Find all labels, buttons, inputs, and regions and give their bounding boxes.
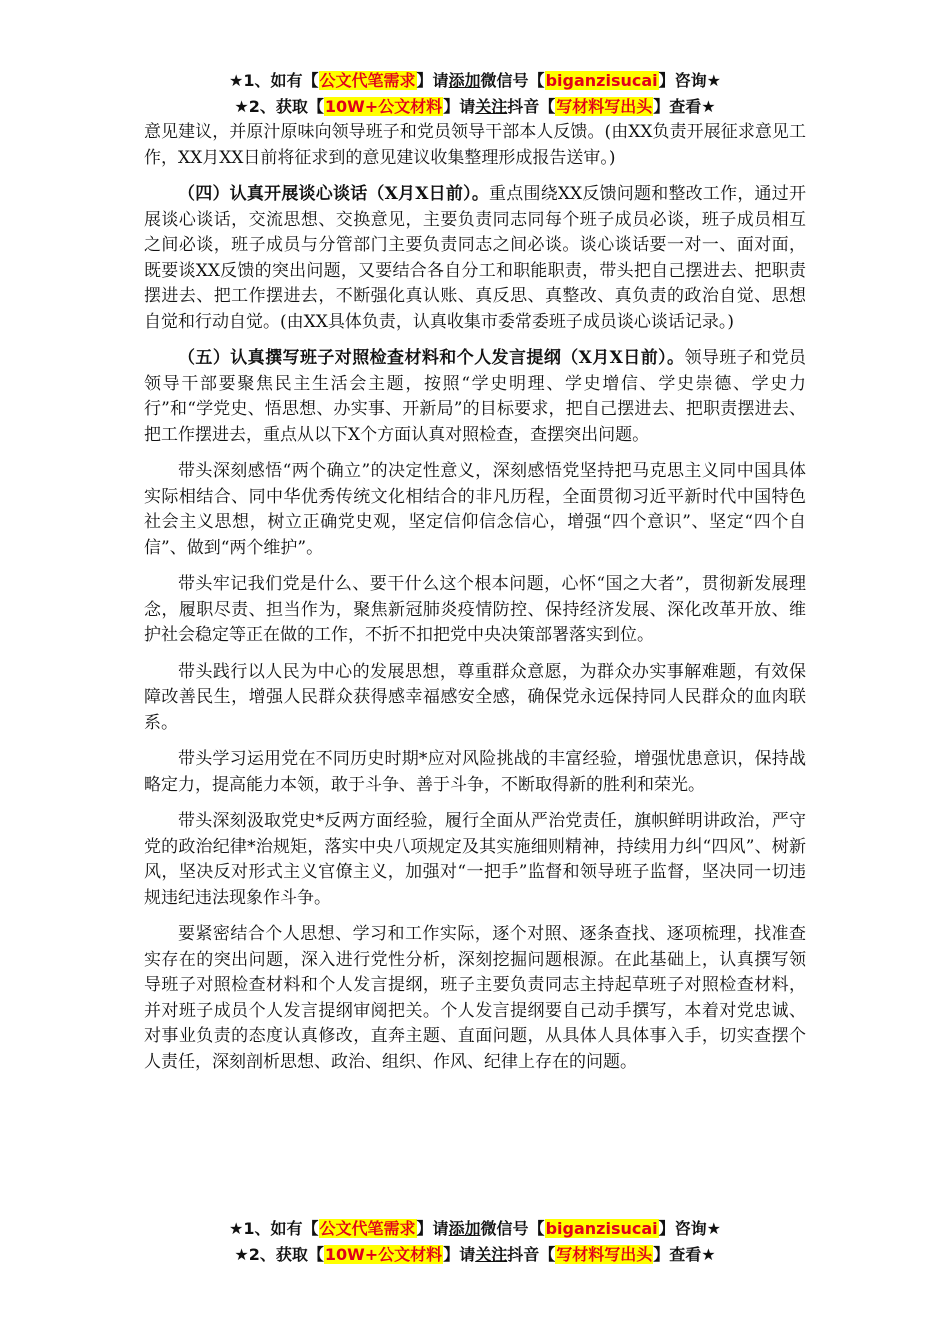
banner-text: 】查看★ <box>653 97 716 116</box>
banner-text: 】咨询★ <box>658 71 721 90</box>
paragraph <box>144 459 806 561</box>
banner-text: 】咨询★ <box>658 1219 721 1238</box>
highlight-text: biganzisucai <box>545 1219 658 1238</box>
highlight-text: 写材料写出头 <box>556 1245 653 1264</box>
highlight-text: 公文代笔需求 <box>319 1219 416 1238</box>
paragraph-text: 带头牢记我们党是什么、要干什么这个根本问题，心怀“国之大者”，贯彻新发展理念，履职尽责、担当作为，聚焦新冠肺炎疫情防控、保持经济发展、深化改革开放、维护社会稳定等正在做的工作，不折不扣把党中央决策部署落实到位。 <box>144 574 806 645</box>
banner-text: 微信号【 <box>480 1219 545 1238</box>
paragraph-text: 重点围绕XX反馈问题和整改工作，通过开展谈心谈话，交流思想、交换意见，主要负责同志同每个班子成员必谈，班子成员相互之间必谈，班子成员与分管部门主要负责同志之间必谈。谈心谈话要一对一、面对面，既要谈XX反馈的突出问题，又要结合各自分工和职能职责，带头把自己摆进去、把职责摆进去、把工作摆进去，不断强化真认账、真反思、真整改、真负责的政治自觉、思想自觉和行动自觉。(由XX具体负责，认真收集市委常委班子成员谈心谈话记录。) <box>144 184 806 332</box>
paragraph <box>144 346 806 448</box>
banner-text: 】查看★ <box>653 1245 716 1264</box>
paragraph <box>144 809 806 911</box>
bottom-banner <box>0 1216 950 1268</box>
banner-line-1 <box>0 1216 950 1242</box>
paragraph-heading: （四）认真开展谈心谈话（X月X日前）。 <box>178 184 490 204</box>
underlined-text: 添加 <box>448 1219 481 1238</box>
paragraph-text: 带头深刻汲取党史*反两方面经验，履行全面从严治党责任，旗帜鲜明讲政治，严守党的政治纪律*治规矩，落实中央八项规定及其实施细则精神，持续用力纠“四风”、树新风，坚决反对形式主义官僚主义，加强对“一把手”监督和领导班子监督，坚决同一切违规违纪违法现象作斗争。 <box>144 811 806 908</box>
paragraph <box>144 747 806 798</box>
top-banner <box>0 68 950 120</box>
banner-text: 抖音【 <box>507 97 556 116</box>
underlined-text: 关注 <box>475 97 508 116</box>
banner-text: 】请 <box>443 1245 476 1264</box>
highlight-text: 10W+公文材料 <box>324 1245 443 1264</box>
paragraph-text: 意见建议，并原汁原味向领导班子和党员领导干部本人反馈。(由XX负责开展征求意见工作，XX月XX日前将征求到的意见建议收集整理形成报告送审。) <box>144 122 806 168</box>
banner-text: ★2、获取【 <box>234 1245 324 1264</box>
paragraph <box>144 660 806 737</box>
banner-text: ★1、如有【 <box>229 71 319 90</box>
banner-line-2 <box>0 94 950 120</box>
banner-line-2 <box>0 1242 950 1268</box>
banner-text: 】请 <box>416 1219 449 1238</box>
highlight-text: 10W+公文材料 <box>324 97 443 116</box>
banner-text: 】请 <box>443 97 476 116</box>
paragraph <box>144 572 806 649</box>
highlight-text: 写材料写出头 <box>556 97 653 116</box>
paragraph-text: 带头践行以人民为中心的发展思想，尊重群众意愿，为群众办实事解难题，有效保障改善民生，增强人民群众获得感幸福感安全感，确保党永远保持同人民群众的血肉联系。 <box>144 661 806 733</box>
underlined-text: 添加 <box>448 71 481 90</box>
paragraph <box>144 922 806 1075</box>
banner-line-1 <box>0 68 950 94</box>
banner-text: 】请 <box>416 71 449 90</box>
paragraph <box>144 120 806 171</box>
paragraph-heading: （五）认真撰写班子对照检查材料和个人发言提纲（X月X日前）。 <box>178 348 685 368</box>
banner-text: 抖音【 <box>507 1245 556 1264</box>
paragraph-text: 带头学习运用党在不同历史时期*应对风险挑战的丰富经验，增强忧患意识，保持战略定力，提高能力本领，敢于斗争、善于斗争，不断取得新的胜利和荣光。 <box>144 749 806 795</box>
banner-text: ★1、如有【 <box>229 1219 319 1238</box>
highlight-text: 公文代笔需求 <box>319 71 416 90</box>
paragraph-text: 要紧密结合个人思想、学习和工作实际，逐个对照、逐条查找、逐项梳理，找准查实存在的突出问题，深入进行党性分析，深刻挖掘问题根源。在此基础上，认真撰写领导班子对照检查材料和个人发言提纲，班子主要负责同志主持起草班子对照检查材料，并对班子成员个人发言提纲审阅把关。个人发言提纲要自己动手撰写，本着对党忠诚、对事业负责的态度认真修改，直奔主题、直面问题，从具体人具体事入手，切实查摆个人责任，深刻剖析思想、政治、组织、作风、纪律上存在的问题。 <box>144 924 806 1072</box>
underlined-text: 关注 <box>475 1245 508 1264</box>
banner-text: ★2、获取【 <box>234 97 324 116</box>
document-body <box>144 120 806 1086</box>
paragraph-text: 领导班子和党员领导干部要聚焦民主生活会主题，按照“学史明理、学史增信、学史崇德、学史力行”和“学党史、悟思想、办实事、开新局”的目标要求，把自己摆进去、把职责摆进去、把工作摆进去，重点从以下X个方面认真对照检查，查摆突出问题。 <box>144 348 807 445</box>
highlight-text: biganzisucai <box>545 71 658 90</box>
paragraph <box>144 182 806 335</box>
paragraph-text: 带头深刻感悟“两个确立”的决定性意义，深刻感悟党坚持把马克思主义同中国具体实际相结合、同中华优秀传统文化相结合的非凡历程，全面贯彻习近平新时代中国特色社会主义思想，树立正确党史观，坚定信仰信念信心，增强“四个意识”、坚定“四个自信”、做到“两个维护”。 <box>144 461 806 558</box>
banner-text: 微信号【 <box>480 71 545 90</box>
